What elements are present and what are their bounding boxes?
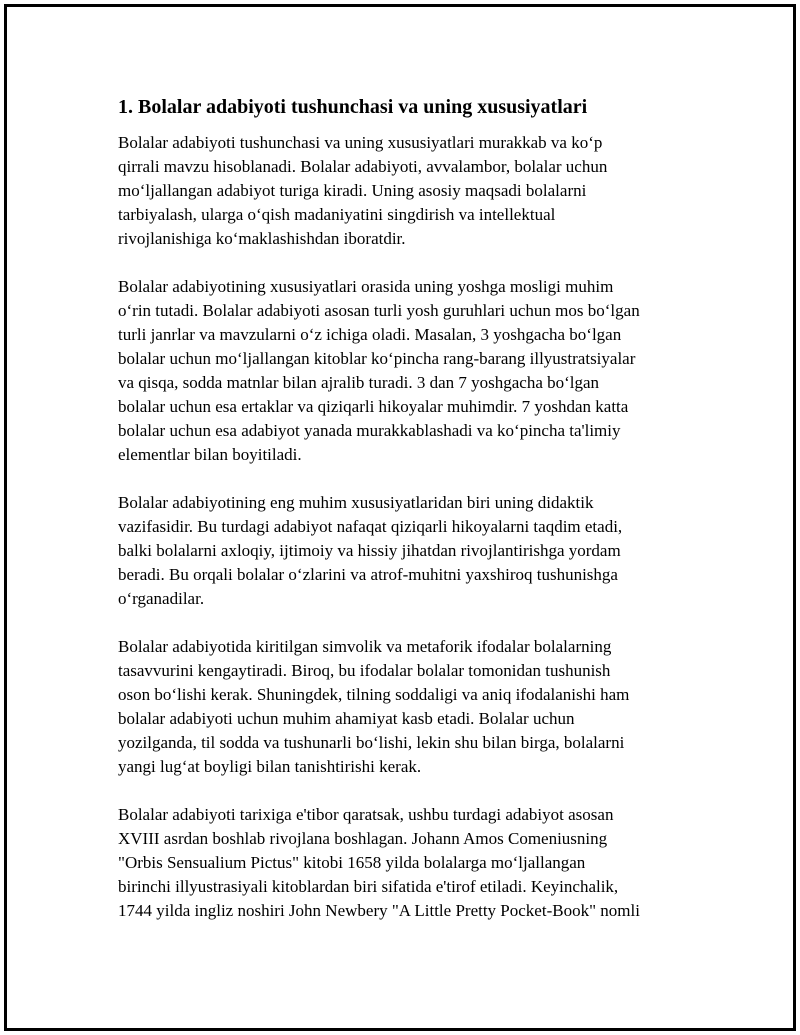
paragraphs-container bbox=[118, 131, 708, 923]
paragraph-line: bolalar uchun esa ertaklar va qiziqarli hikoyalar muhimdir. 7 yoshdan katta bbox=[118, 397, 629, 416]
paragraph-line: elementlar bilan boyitiladi. bbox=[118, 445, 302, 464]
paragraph-line: yozilganda, til sodda va tushunarli bo‘lishi, lekin shu bilan birga, bolalarni bbox=[118, 733, 625, 752]
paragraph-line: Bolalar adabiyotida kiritilgan simvolik va metaforik ifodalar bolalarning bbox=[118, 637, 612, 656]
paragraph bbox=[118, 491, 708, 611]
paragraph-line: Bolalar adabiyotining xususiyatlari orasida uning yoshga mosligi muhim bbox=[118, 277, 614, 296]
paragraph-line: tasavvurini kengaytiradi. Biroq, bu ifodalar bolalar tomonidan tushunish bbox=[118, 661, 611, 680]
paragraph-line: bolalar adabiyoti uchun muhim ahamiyat kasb etadi. Bolalar uchun bbox=[118, 709, 575, 728]
paragraph-line: mo‘ljallangan adabiyot turiga kiradi. Uning asosiy maqsadi bolalarni bbox=[118, 181, 587, 200]
document-body bbox=[118, 93, 708, 947]
paragraph bbox=[118, 131, 708, 251]
paragraph-line: bolalar uchun esa adabiyot yanada murakkablashadi va ko‘pincha ta'limiy bbox=[118, 421, 621, 440]
paragraph-line: XVIII asrdan boshlab rivojlana boshlagan. Johann Amos Comeniusning bbox=[118, 829, 608, 848]
paragraph-line: turli janrlar va mavzularni o‘z ichiga oladi. Masalan, 3 yoshgacha bo‘lgan bbox=[118, 325, 622, 344]
paragraph-line: balki bolalarni axloqiy, ijtimoiy va hissiy jihatdan rivojlantirishga yordam bbox=[118, 541, 621, 560]
paragraph-line: beradi. Bu orqali bolalar o‘zlarini va atrof-muhitni yaxshiroq tushunishga bbox=[118, 565, 618, 584]
paragraph-line: yangi lug‘at boyligi bilan tanishtirishi kerak. bbox=[118, 757, 422, 776]
paragraph-line: Bolalar adabiyoti tarixiga e'tibor qaratsak, ushbu turdagi adabiyot asosan bbox=[118, 805, 614, 824]
paragraph-line: "Orbis Sensualium Pictus" kitobi 1658 yilda bolalarga mo‘ljallangan bbox=[118, 853, 586, 872]
paragraph-line: birinchi illyustrasiyali kitoblardan biri sifatida e'tirof etiladi. Keyinchalik, bbox=[118, 877, 619, 896]
paragraph bbox=[118, 635, 708, 779]
paragraph-line: o‘rin tutadi. Bolalar adabiyoti asosan turli yosh guruhlari uchun mos bo‘lgan bbox=[118, 301, 640, 320]
paragraph-line: Bolalar adabiyotining eng muhim xususiyatlaridan biri uning didaktik bbox=[118, 493, 594, 512]
paragraph-line: oson bo‘lishi kerak. Shuningdek, tilning soddaligi va aniq ifodalanishi ham bbox=[118, 685, 630, 704]
paragraph-line: va qisqa, sodda matnlar bilan ajralib turadi. 3 dan 7 yoshgacha bo‘lgan bbox=[118, 373, 600, 392]
section-heading: 1. Bolalar adabiyoti tushunchasi va uning xususiyatlari bbox=[118, 96, 588, 118]
paragraph-line: rivojlanishiga ko‘maklashishdan iboratdir. bbox=[118, 229, 406, 248]
paragraph-line: 1744 yilda ingliz noshiri John Newbery "A Little Pretty Pocket-Book" nomli bbox=[118, 901, 640, 920]
paragraph-line: o‘rganadilar. bbox=[118, 589, 205, 608]
paragraph-line: tarbiyalash, ularga o‘qish madaniyatini singdirish va intellektual bbox=[118, 205, 556, 224]
paragraph-line: bolalar uchun mo‘ljallangan kitoblar ko‘pincha rang-barang illyustratsiyalar bbox=[118, 349, 636, 368]
paragraph-line: Bolalar adabiyoti tushunchasi va uning xususiyatlari murakkab va ko‘p bbox=[118, 133, 603, 152]
paragraph-line: vazifasidir. Bu turdagi adabiyot nafaqat qiziqarli hikoyalarni taqdim etadi, bbox=[118, 517, 623, 536]
paragraph bbox=[118, 803, 708, 923]
paragraph bbox=[118, 275, 708, 467]
paragraph-line: qirrali mavzu hisoblanadi. Bolalar adabiyoti, avvalambor, bolalar uchun bbox=[118, 157, 608, 176]
